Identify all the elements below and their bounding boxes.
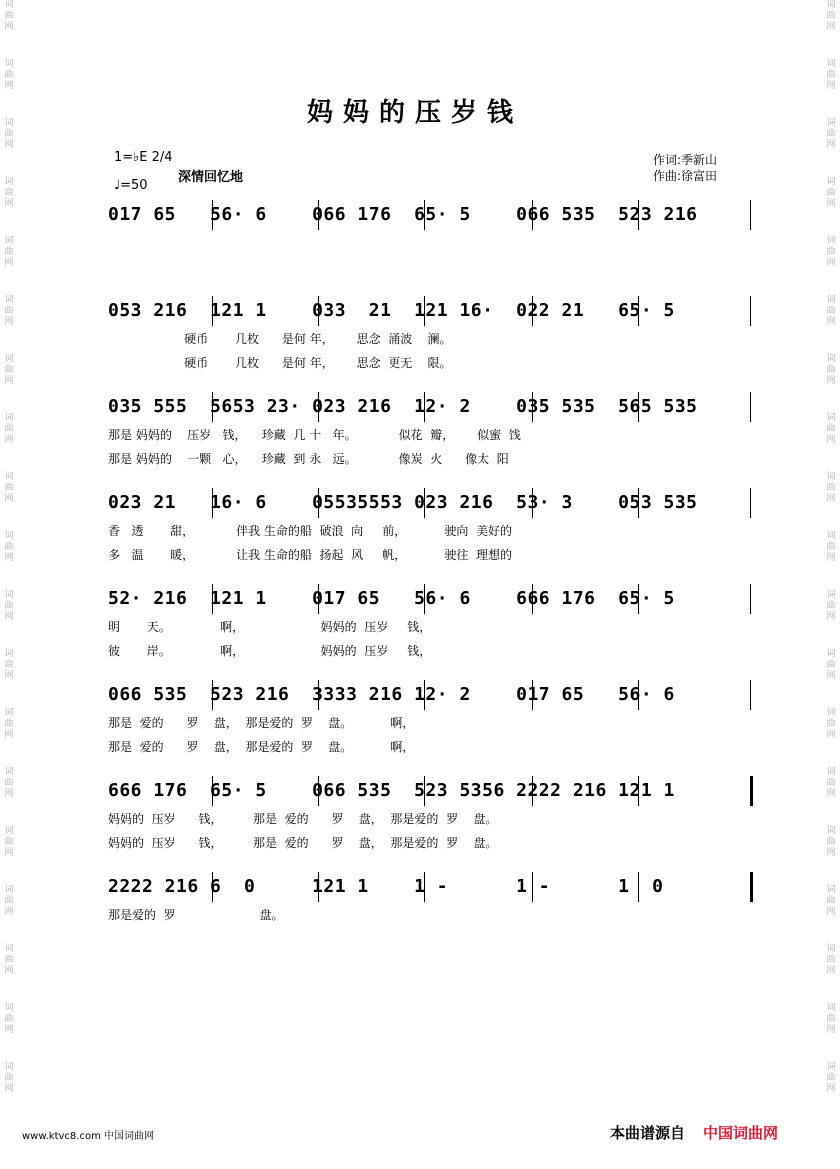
watermark-char: 网 — [826, 435, 836, 445]
watermark-char: 网 — [4, 376, 14, 386]
watermark-char: 网 — [4, 966, 14, 976]
notation-line — [108, 680, 753, 710]
watermark-char: 网 — [826, 730, 836, 740]
note-text: 017 65 56· 6 066 176 65· 5 066 535 523 216 — [108, 204, 698, 225]
watermark-char: 词 — [826, 708, 836, 718]
watermark-char: 词 — [826, 826, 836, 836]
watermark-char: 曲 — [4, 601, 14, 611]
watermark-char: 词 — [4, 354, 14, 364]
watermark-char: 网 — [826, 81, 836, 91]
watermark-char: 网 — [826, 140, 836, 150]
watermark-char: 曲 — [826, 542, 836, 552]
watermark-char: 曲 — [826, 70, 836, 80]
expression-marking: 深情回忆地 — [178, 170, 244, 185]
watermark-char: 曲 — [4, 70, 14, 80]
watermark-char: 曲 — [826, 896, 836, 906]
barline — [750, 872, 753, 902]
lyric-line — [108, 230, 753, 254]
watermark-char: 曲 — [826, 188, 836, 198]
notation-line — [108, 392, 753, 422]
watermark-char: 词 — [4, 413, 14, 423]
watermark-char: 网 — [826, 376, 836, 386]
lyric-line — [108, 902, 753, 926]
footer-site[interactable]: www.ktvc8.com 中国词曲网 — [22, 1131, 155, 1142]
tempo-marking: ♩=50 — [114, 178, 148, 193]
watermark-char: 网 — [4, 81, 14, 91]
lyric-text: 彼 岸。 啊， 妈妈的 压岁 钱， — [108, 644, 432, 658]
score-system — [108, 584, 753, 662]
watermark-char: 网 — [826, 258, 836, 268]
notation-line — [108, 776, 753, 806]
lyric-text: 多 温 暖， 让我 生命的船 扬起 风 帆， 驶往 理想的 — [108, 548, 513, 562]
watermark-char: 曲 — [826, 1014, 836, 1024]
lyric-line — [108, 326, 753, 350]
notation-line — [108, 200, 753, 230]
watermark-char: 曲 — [826, 660, 836, 670]
watermark-char: 词 — [4, 118, 14, 128]
watermark-char: 词 — [4, 531, 14, 541]
lyric-text: 明 天。 啊， 妈妈的 压岁 钱， — [108, 620, 432, 634]
watermark-char: 词 — [4, 295, 14, 305]
watermark-char: 曲 — [4, 365, 14, 375]
watermark-char: 词 — [4, 1003, 14, 1013]
score-system — [108, 776, 753, 854]
watermark-char: 曲 — [4, 660, 14, 670]
barline — [750, 584, 751, 614]
watermark-char: 曲 — [826, 424, 836, 434]
lyric-text: 香 透 甜， 伴我 生命的船 破浪 向 前， 驶向 美好的 — [108, 524, 513, 538]
note-text: 2222 216 6 0 121 1 1 - 1 - 1 0 — [108, 876, 664, 897]
watermark-char: 词 — [826, 531, 836, 541]
watermark-char: 曲 — [4, 483, 14, 493]
watermark-char: 网 — [4, 671, 14, 681]
watermark-char: 网 — [826, 22, 836, 32]
watermark-char: 网 — [4, 907, 14, 917]
lyric-text: 那是 妈妈的 一颗 心， 珍藏 到 永 远。 像炭 火 像太 阳 — [108, 452, 509, 466]
watermark-char: 网 — [826, 966, 836, 976]
watermark-char: 词 — [826, 118, 836, 128]
watermark-char: 曲 — [826, 837, 836, 847]
watermark-char: 网 — [4, 494, 14, 504]
note-text: 066 535 523 216 3333 216 12· 2 017 65 56· 6 — [108, 684, 675, 705]
barline — [750, 776, 753, 806]
watermark-char: 词 — [4, 177, 14, 187]
footer-brand[interactable]: 中国词曲网 — [703, 1124, 779, 1142]
watermark-char: 词 — [4, 236, 14, 246]
watermark-char: 曲 — [826, 129, 836, 139]
watermark-char: 曲 — [826, 778, 836, 788]
watermark-char: 曲 — [826, 719, 836, 729]
watermark-char: 词 — [4, 59, 14, 69]
watermark-char: 网 — [4, 435, 14, 445]
notation-line — [108, 296, 753, 326]
lyricist-credit: 作词:季新山 — [653, 153, 718, 167]
note-text: 666 176 65· 5 066 535 523 5356 2222 216 121 1 — [108, 780, 675, 801]
score-system — [108, 200, 753, 278]
watermark-char: 曲 — [826, 11, 836, 21]
watermark-char: 曲 — [4, 896, 14, 906]
watermark-char: 网 — [4, 317, 14, 327]
note-text: 053 216 121 1 033 21 121 16· 022 21 65· 5 — [108, 300, 675, 321]
lyric-line — [108, 806, 753, 830]
watermark-char: 词 — [826, 0, 836, 10]
watermark-char: 词 — [4, 590, 14, 600]
watermark-char: 网 — [4, 848, 14, 858]
watermark-char: 词 — [826, 1003, 836, 1013]
watermark-char: 网 — [4, 1084, 14, 1094]
watermark-char: 网 — [4, 199, 14, 209]
lyric-text: 那是爱的 罗 盘。 — [108, 908, 284, 922]
song-title: 妈妈的压岁钱 — [306, 98, 523, 128]
watermark-char: 词 — [826, 354, 836, 364]
score-system — [108, 872, 753, 950]
watermark-char: 词 — [4, 0, 14, 10]
lyric-line — [108, 710, 753, 734]
watermark-char: 网 — [4, 789, 14, 799]
watermark-left — [2, 0, 16, 1169]
watermark-char: 曲 — [4, 1073, 14, 1083]
note-text: 023 21 16· 6 05535553 023 216 53· 3 053 535 — [108, 492, 698, 513]
lyric-text: 那是 爱的 罗 盘， 那是爱的 罗 盘。 啊， — [108, 740, 415, 754]
watermark-char: 词 — [4, 885, 14, 895]
lyric-line — [108, 542, 753, 566]
watermark-char: 词 — [826, 1062, 836, 1072]
watermark-char: 网 — [4, 22, 14, 32]
watermark-char: 曲 — [826, 483, 836, 493]
credits — [653, 152, 717, 184]
barline — [750, 488, 751, 518]
score-system — [108, 680, 753, 758]
watermark-char: 词 — [4, 826, 14, 836]
watermark-char: 曲 — [826, 247, 836, 257]
watermark-char: 曲 — [4, 778, 14, 788]
watermark-char: 曲 — [826, 365, 836, 375]
watermark-char: 曲 — [4, 1014, 14, 1024]
watermark-char: 词 — [826, 649, 836, 659]
lyric-text: 硬币 几枚 是何 年， 思念 涌波 澜。 — [108, 332, 452, 346]
watermark-char: 网 — [826, 789, 836, 799]
watermark-char: 曲 — [826, 601, 836, 611]
note-text: 52· 216 121 1 017 65 56· 6 666 176 65· 5 — [108, 588, 675, 609]
footer-source-label: 本曲谱源自 — [610, 1124, 686, 1142]
lyric-line — [108, 734, 753, 758]
watermark-right — [824, 0, 838, 1169]
lyric-line — [108, 926, 753, 950]
barline — [750, 680, 751, 710]
lyric-line — [108, 254, 753, 278]
barline — [750, 392, 751, 422]
watermark-char: 曲 — [4, 955, 14, 965]
watermark-char: 网 — [4, 140, 14, 150]
watermark-char: 曲 — [4, 306, 14, 316]
lyric-line — [108, 614, 753, 638]
watermark-char: 网 — [826, 848, 836, 858]
watermark-char: 词 — [826, 295, 836, 305]
notation-line — [108, 872, 753, 902]
notation-line — [108, 584, 753, 614]
score-system — [108, 296, 753, 374]
note-text: 035 555 5653 23· 023 216 12· 2 035 535 565 535 — [108, 396, 698, 417]
watermark-char: 曲 — [4, 719, 14, 729]
key-signature: 1=♭E 2/4 — [114, 150, 173, 165]
watermark-char: 网 — [826, 1084, 836, 1094]
watermark-char: 词 — [826, 236, 836, 246]
watermark-char: 词 — [826, 472, 836, 482]
watermark-char: 曲 — [4, 837, 14, 847]
watermark-char: 词 — [4, 1062, 14, 1072]
notation-line — [108, 488, 753, 518]
watermark-char: 词 — [826, 59, 836, 69]
watermark-char: 词 — [826, 590, 836, 600]
watermark-char: 网 — [826, 671, 836, 681]
footer-source — [610, 1122, 778, 1143]
watermark-char: 网 — [826, 1025, 836, 1035]
lyric-line — [108, 638, 753, 662]
watermark-char: 曲 — [4, 247, 14, 257]
watermark-char: 词 — [4, 649, 14, 659]
lyric-line — [108, 446, 753, 470]
lyric-line — [108, 422, 753, 446]
lyric-text: 妈妈的 压岁 钱， 那是 爱的 罗 盘， 那是爱的 罗 盘。 — [108, 836, 498, 850]
barline — [750, 296, 751, 326]
watermark-char: 网 — [4, 553, 14, 563]
watermark-char: 词 — [826, 885, 836, 895]
watermark-char: 曲 — [826, 306, 836, 316]
watermark-char: 网 — [4, 730, 14, 740]
score-system — [108, 392, 753, 470]
watermark-char: 网 — [4, 258, 14, 268]
lyric-text: 那是 妈妈的 压岁 钱， 珍藏 几 十 年。 似花 瓣， 似蜜 饯 — [108, 428, 521, 442]
watermark-char: 曲 — [4, 424, 14, 434]
watermark-char: 词 — [826, 177, 836, 187]
watermark-char: 网 — [826, 612, 836, 622]
lyric-line — [108, 518, 753, 542]
watermark-char: 曲 — [4, 11, 14, 21]
watermark-char: 曲 — [4, 542, 14, 552]
watermark-char: 网 — [826, 553, 836, 563]
watermark-char: 网 — [826, 317, 836, 327]
watermark-char: 网 — [826, 199, 836, 209]
watermark-char: 网 — [826, 907, 836, 917]
lyric-line — [108, 350, 753, 374]
barline — [750, 200, 751, 230]
watermark-char: 网 — [826, 494, 836, 504]
score-system — [108, 488, 753, 566]
watermark-char: 网 — [4, 1025, 14, 1035]
watermark-char: 词 — [826, 413, 836, 423]
lyric-text: 妈妈的 压岁 钱， 那是 爱的 罗 盘， 那是爱的 罗 盘。 — [108, 812, 498, 826]
watermark-char: 曲 — [4, 129, 14, 139]
watermark-char: 词 — [4, 944, 14, 954]
lyric-text: 硬币 几枚 是何 年， 思念 更无 限。 — [108, 356, 452, 370]
composer-credit: 作曲:徐富田 — [653, 169, 718, 183]
lyric-line — [108, 830, 753, 854]
watermark-char: 词 — [826, 767, 836, 777]
watermark-char: 词 — [4, 708, 14, 718]
watermark-char: 曲 — [826, 1073, 836, 1083]
watermark-char: 词 — [826, 944, 836, 954]
watermark-char: 词 — [4, 472, 14, 482]
watermark-char: 词 — [4, 767, 14, 777]
watermark-char: 曲 — [826, 955, 836, 965]
watermark-char: 曲 — [4, 188, 14, 198]
watermark-char: 网 — [4, 612, 14, 622]
lyric-text: 那是 爱的 罗 盘， 那是爱的 罗 盘。 啊， — [108, 716, 415, 730]
